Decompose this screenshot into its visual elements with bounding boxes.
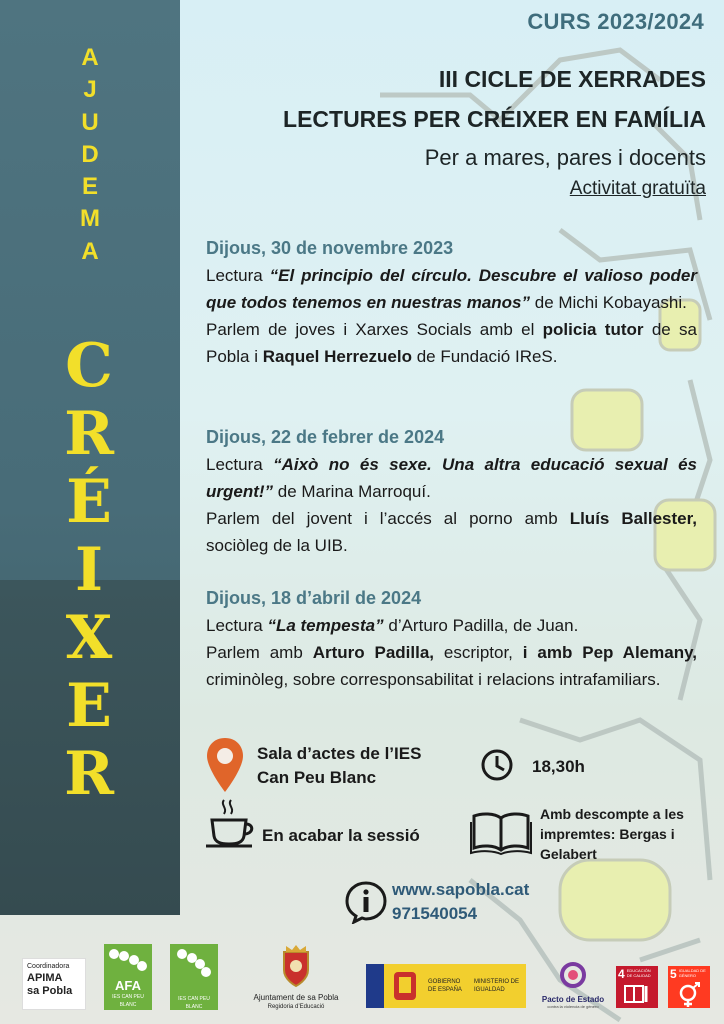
- venue: Sala d’actes de l’IES Can Peu Blanc: [257, 744, 422, 787]
- book-pencil-icon: [616, 982, 658, 1008]
- session-reading: Lectura “La tempesta” d’Arturo Padilla, de Juan.: [206, 616, 579, 635]
- gender-equality-icon: [668, 982, 710, 1008]
- pacto-estado-logo: Pacto de Estado contra la violencia de género: [540, 960, 606, 1010]
- coffee-cup-icon: [204, 796, 256, 852]
- coffee-note: En acabar la sessió: [262, 826, 420, 845]
- audience-subtitle: Per a mares, pares i docents: [424, 145, 706, 170]
- sidebar-big-letter: R: [64, 399, 116, 469]
- sidebar-letter: A: [81, 237, 99, 265]
- sidebar-letter: U: [81, 108, 99, 136]
- sidebar-big-letter: E: [66, 671, 114, 741]
- session-time: 18,30h: [532, 757, 585, 776]
- ods4-badge: 4 EDUCACIÓN DE CALIDAD: [616, 966, 658, 1008]
- apima-logo: Coordinadora APIMA sa Pobla: [22, 958, 86, 1010]
- sidebar-panel: [0, 0, 180, 915]
- sidebar-big-letter: I: [74, 535, 106, 605]
- school-year: CURS 2023/2024: [527, 9, 704, 34]
- gobierno-espana-logo: GOBIERNO DE ESPAÑA MINISTERIO DE IGUALDAD: [366, 964, 526, 1008]
- cycle-title: III CICLE DE XERRADES: [438, 66, 706, 92]
- session-talk: Parlem de joves i Xarxes Socials amb el policia tutor de sa Pobla i Raquel Herrezuelo de Fundació IReS.: [206, 320, 697, 366]
- ajudem-a-vertical-text: [0, 42, 180, 268]
- session-3: [206, 585, 697, 693]
- ajuntament-logo: Ajuntament de sa Pobla Regidoria d’Educació: [240, 944, 352, 1014]
- session-reading: Lectura “El principio del círculo. Descubre el valioso poder que todos tenemos en nuestras manos” de Michi Kobayashi.: [206, 266, 697, 312]
- afa-logo: AFA IES CAN PEU BLANC: [104, 944, 152, 1010]
- contact: [392, 878, 529, 926]
- sidebar-letter: J: [83, 76, 97, 104]
- sidebar-letter: D: [81, 140, 99, 168]
- clock-icon: [480, 748, 514, 782]
- discount-note: Amb descompte a les impremtes: Bergas i Gelabert: [540, 806, 684, 862]
- program-title: LECTURES PER CRÉIXER EN FAMÍLIA: [283, 106, 706, 132]
- session-talk: Parlem amb Arturo Padilla, escriptor, i amb Pep Alemany, criminòleg, sobre corresponsabilitat i relacions intrafamiliars.: [206, 643, 697, 689]
- sidebar-big-letter: C: [65, 331, 115, 401]
- sidebar-letter: M: [80, 205, 100, 233]
- session-date: Dijous, 22 de febrer de 2024: [206, 427, 445, 447]
- session-date: Dijous, 18 d’abril de 2024: [206, 588, 422, 608]
- spain-shield-icon: [390, 968, 420, 1004]
- sidebar-big-letter: X: [65, 603, 115, 673]
- session-1: [206, 235, 697, 370]
- sidebar-letter: A: [81, 44, 99, 71]
- session-date: Dijous, 30 de novembre 2023: [206, 238, 454, 258]
- location-pin-icon: [204, 736, 246, 794]
- website-link[interactable]: www.sapobla.cat: [392, 880, 530, 899]
- info-icon: [344, 880, 388, 924]
- session-reading: Lectura “Això no és sexe. Una altra educació sexual és urgent!” de Marina Marroquí.: [206, 455, 697, 501]
- sidebar-letter: E: [81, 173, 98, 201]
- phone-number: 971540054: [392, 904, 478, 923]
- afa-logo-2: IES CAN PEU BLANC: [170, 944, 218, 1010]
- open-book-icon: [470, 810, 532, 856]
- creixer-vertical-text: [0, 332, 180, 808]
- pacto-circle-icon: [558, 960, 588, 990]
- sidebar-big-letter: É: [66, 467, 114, 537]
- session-2: [206, 424, 697, 559]
- free-activity-note: Activitat gratuïta: [569, 178, 706, 199]
- session-talk: Parlem del jovent i l’accés al porno amb Lluís Ballester, sociòleg de la UIB.: [206, 509, 698, 555]
- ods5-badge: 5 IGUALDAD DE GÉNERO: [668, 966, 710, 1008]
- coat-of-arms-icon: [278, 944, 314, 988]
- sidebar-big-letter: R: [64, 739, 116, 809]
